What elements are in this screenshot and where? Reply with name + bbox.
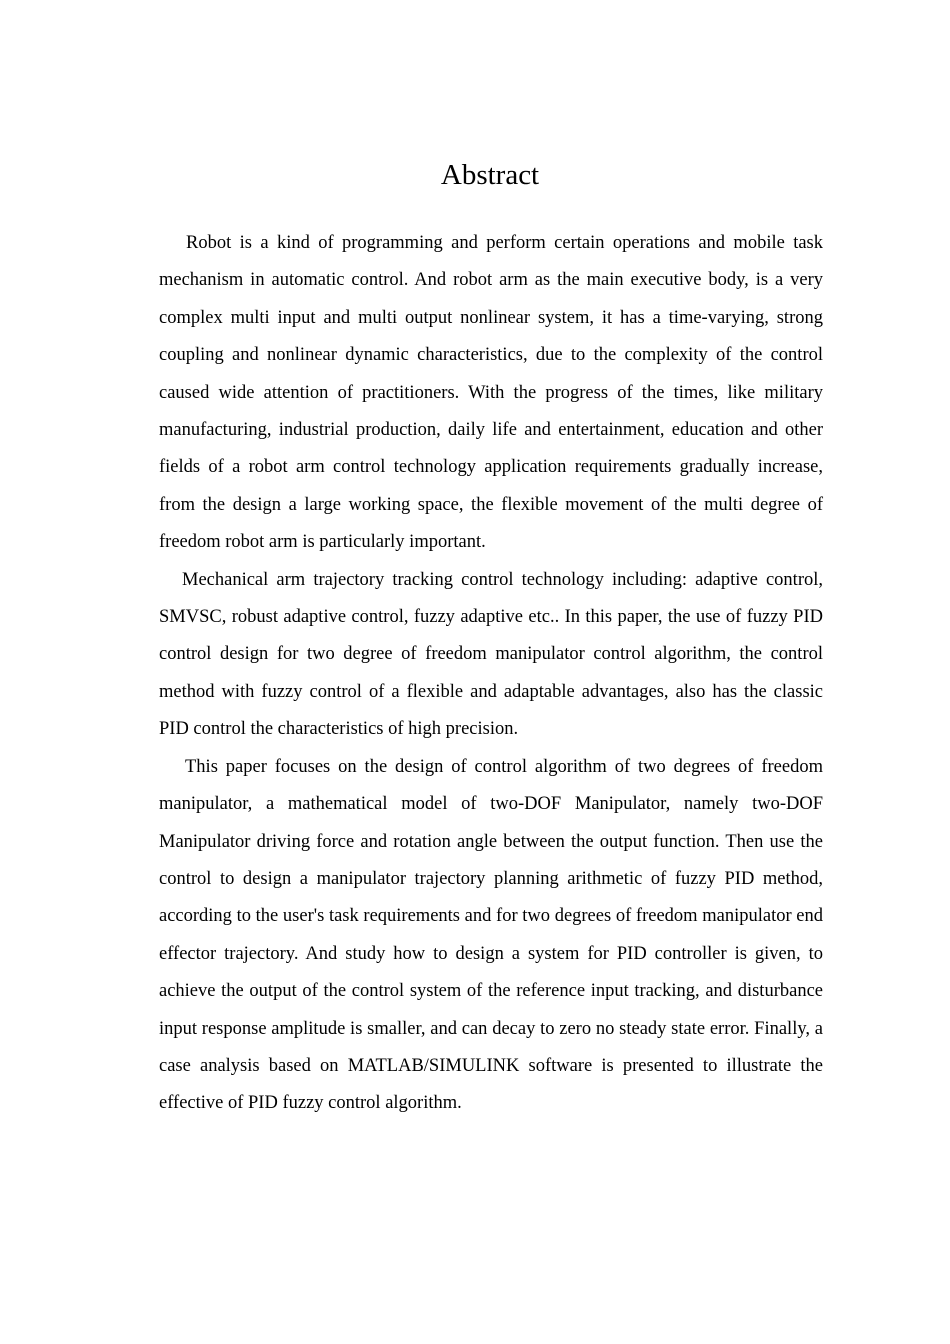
- abstract-paragraph-3: This paper focuses on the design of control algorithm of two degrees of freedom manipulator, a mathematical model of two-DOF Manipulator, namely two-DOF Manipulator driving force and rotation angle between the output function. Then use the control to design a manipulator trajectory planning arithmetic of fuzzy PID method, according to the user's task requirements and for two degrees of freedom manipulator end effector trajectory. And study how to design a system for PID controller is given, to achieve the output of the control system of the reference input tracking, and disturbance input response amplitude is smaller, and can decay to zero no steady state error. Finally, a case analysis based on MATLAB/SIMULINK software is presented to illustrate the effective of PID fuzzy control algorithm.: [159, 756, 823, 1114]
- abstract-body: [159, 225, 823, 1123]
- abstract-paragraph-1: Robot is a kind of programming and perform certain operations and mobile task mechanism in automatic control. And robot arm as the main executive body, is a very complex multi input and multi output nonlinear system, it has a time-varying, strong coupling and nonlinear dynamic characteristics, due to the complexity of the control caused wide attention of practitioners. With the progress of the times, like military manufacturing, industrial production, daily life and entertainment, education and other fields of a robot arm control technology application requirements gradually increase, from the design a large working space, the flexible movement of the multi degree of freedom robot arm is particularly important.: [159, 233, 823, 553]
- abstract-title: Abstract: [440, 159, 540, 191]
- abstract-paragraph-2: Mechanical arm trajectory tracking control technology including: adaptive control, SMVSC, robust adaptive control, fuzzy adaptive etc.. In this paper, the use of fuzzy PID control design for two degree of freedom manipulator control algorithm, the control method with fuzzy control of a flexible and adaptable advantages, also has the classic PID control the characteristics of high precision.: [159, 569, 823, 740]
